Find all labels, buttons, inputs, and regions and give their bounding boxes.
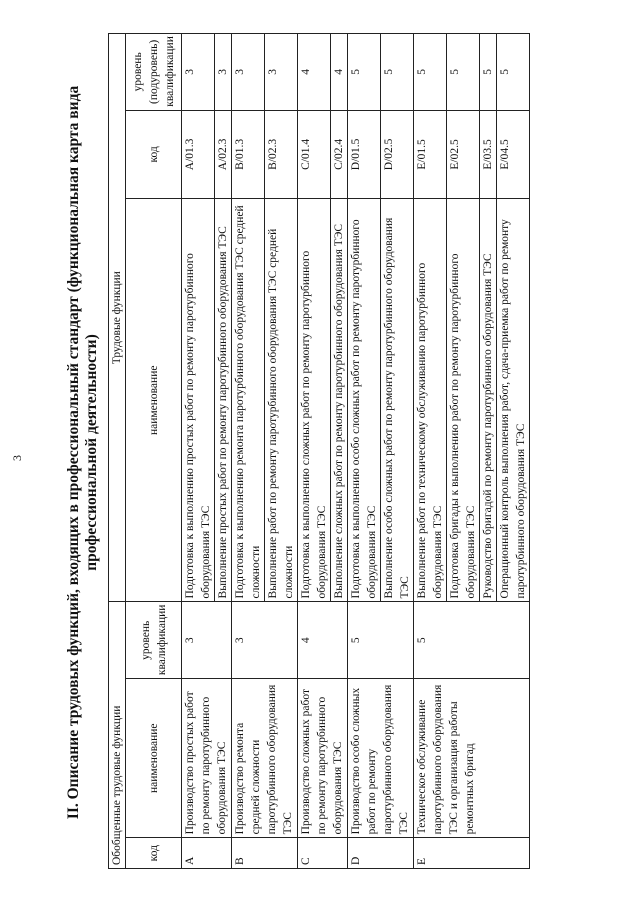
name-header: наименование — [126, 679, 182, 838]
function-code: С/02.4 — [331, 110, 348, 198]
group-name: Производство сложных работ по ремонту паротурбинного оборудования ТЭС — [298, 679, 348, 838]
group-level: 3 — [232, 602, 298, 679]
group-level: 4 — [298, 602, 348, 679]
function-code: Е/04.5 — [497, 110, 530, 198]
function-name: Подготовка бригады к выполнению работ по ремонту паротурбинного оборудования ТЭС — [447, 199, 480, 602]
table-row — [298, 34, 331, 869]
function-name: Выполнение работ по техническому обслуживанию паротурбинного оборудования ТЭС — [414, 199, 447, 602]
group-level: 3 — [182, 602, 232, 679]
group-name: Производство особо сложных работ по ремонту паротурбинного оборудования ТЭС — [348, 679, 414, 838]
table-row — [182, 34, 215, 869]
function-code: В/02.3 — [265, 110, 298, 198]
labor-functions-header: Трудовые функции — [109, 34, 126, 602]
page-number: 3 — [10, 455, 24, 461]
function-code: А/01.3 — [182, 110, 215, 198]
function-name: Подготовка к выполнению простых работ по ремонту паротурбинного оборудования ТЭС — [182, 199, 215, 602]
function-level: 3 — [232, 34, 265, 111]
header-row-1 — [109, 34, 126, 869]
function-level: 3 — [182, 34, 215, 111]
function-code: В/01.3 — [232, 110, 265, 198]
function-name: Выполнение особо сложных работ по ремонту паротурбинного оборудования ТЭС — [381, 199, 414, 602]
function-level: 5 — [497, 34, 530, 111]
generalized-functions-header: Обобщенные трудовые функции — [109, 602, 126, 869]
function-name: Подготовка к выполнению сложных работ по ремонту паротурбинного оборудования ТЭС — [298, 199, 331, 602]
header-row-2 — [126, 34, 182, 869]
function-name: Выполнение работ по ремонту паротурбинного оборудования ТЭС средней сложности — [265, 199, 298, 602]
level-header: уровень квалификации — [126, 602, 182, 679]
function-code: D/02.5 — [381, 110, 414, 198]
group-name: Производство ремонта средней сложности паротурбинного оборудования ТЭС — [232, 679, 298, 838]
table-row — [414, 34, 447, 869]
title-line-1: II. Описание трудовых функций, входящих в профессиональный стандарт (функциональная карта вида — [65, 85, 82, 820]
function-name: Выполнение простых работ по ремонту паротурбинного оборудования ТЭС — [215, 199, 232, 602]
table-row — [348, 34, 381, 869]
sublevel-header: уровень (подуровень) квалификации — [126, 34, 182, 111]
function-code: Е/03.5 — [480, 110, 497, 198]
function-level: 3 — [265, 34, 298, 111]
function-code: Е/02.5 — [447, 110, 480, 198]
group-name: Техническое обслуживание паротурбинного оборудования ТЭС и организация работы ремонтных бригад — [414, 679, 530, 838]
group-code: D — [348, 838, 414, 869]
group-code: Е — [414, 838, 530, 869]
group-name: Производство простых работ по ремонту паротурбинного оборудования ТЭС — [182, 679, 232, 838]
code-header: код — [126, 838, 182, 869]
page-title — [65, 0, 101, 905]
function-name: Подготовка к выполнению ремонта паротурбинного оборудования ТЭС средней сложности — [232, 199, 265, 602]
function-name: Выполнение сложных работ по ремонту паротурбинного оборудования ТЭС — [331, 199, 348, 602]
function-level: 5 — [414, 34, 447, 111]
group-code: А — [182, 838, 232, 869]
table-row — [232, 34, 265, 869]
group-code: С — [298, 838, 348, 869]
function-name-header: наименование — [126, 199, 182, 602]
function-code: А/02.3 — [215, 110, 232, 198]
function-name: Подготовка к выполнению особо сложных работ по ремонту паротурбинного оборудования ТЭС — [348, 199, 381, 602]
group-level: 5 — [414, 602, 530, 679]
functional-map-table — [108, 33, 530, 869]
function-level: 5 — [480, 34, 497, 111]
title-line-2: профессиональной деятельности) — [83, 334, 100, 571]
function-level: 5 — [447, 34, 480, 111]
function-level: 5 — [381, 34, 414, 111]
function-level: 5 — [348, 34, 381, 111]
function-level: 4 — [298, 34, 331, 111]
function-code: D/01.5 — [348, 110, 381, 198]
group-code: В — [232, 838, 298, 869]
function-code: Е/01.5 — [414, 110, 447, 198]
function-name: Операционный контроль выполнения работ, сдача-приемка работ по ремонту паротурбинного оборудования ТЭС — [497, 199, 530, 602]
function-code: С/01.4 — [298, 110, 331, 198]
function-code-header: код — [126, 110, 182, 198]
function-level: 4 — [331, 34, 348, 111]
group-level: 5 — [348, 602, 414, 679]
function-level: 3 — [215, 34, 232, 111]
function-name: Руководство бригадой по ремонту паротурбинного оборудования ТЭС — [480, 199, 497, 602]
